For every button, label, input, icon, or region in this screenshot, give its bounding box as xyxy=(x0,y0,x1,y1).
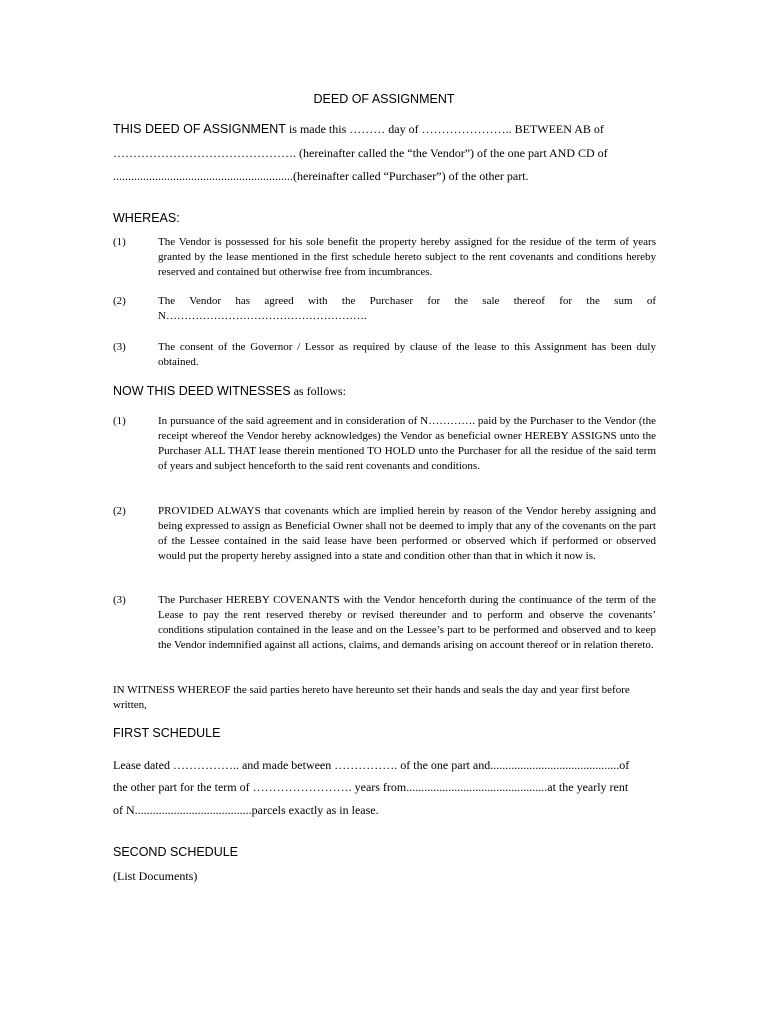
in-witness-paragraph: IN WITNESS WHEREOF the said parties hereto have hereunto set their hands and seals the day and year first before written, xyxy=(113,684,630,711)
whereas-item xyxy=(113,340,656,370)
first-schedule-line-2: the other part for the term of ……………………. years from...............................................at the yearly rent xyxy=(113,780,629,794)
document-title: DEED OF ASSIGNMENT xyxy=(313,92,455,106)
witness-item xyxy=(113,504,656,564)
whereas-heading: WHEREAS: xyxy=(113,211,180,225)
witnesses-lead: NOW THIS DEED WITNESSES xyxy=(113,384,291,398)
item-text: In pursuance of the said agreement and in consideration of N…………. paid by the Purchaser to the Vendor (the receipt whereof the Vendor hereby acknowledges) the Vendor as beneficial owner HEREBY ASSIGNS unto the Purchaser ALL THAT lease therein mentioned TO HOLD unto the Purchaser for all the residue of the said term of years and subject henceforth to the said rent covenants and conditions. xyxy=(158,415,656,472)
intro-line-2: ………………………………………. (hereinafter called the “the Vendor”) of the one part AND CD of xyxy=(113,146,608,160)
whereas-item xyxy=(113,294,656,324)
item-number: (3) xyxy=(113,341,126,353)
intro-line-3: ............................................................(hereinafter called “Purchaser”) of the other part. xyxy=(113,169,529,183)
intro-line-1-text: is made this ……… day of ………………….. BETWEEN AB of xyxy=(285,122,604,136)
item-number: (2) xyxy=(113,505,126,517)
item-number: (3) xyxy=(113,594,126,606)
item-number: (2) xyxy=(113,295,126,307)
item-text: The Vendor has agreed with the Purchaser for the sale thereof for the sum of N………………………………………………. xyxy=(158,295,656,322)
witness-item xyxy=(113,414,656,474)
item-text: The Purchaser HEREBY COVENANTS with the Vendor henceforth during the continuance of the term of the Lease to pay the rent reserved thereby or revised thereunder and to perform and observe the covenants’ conditions stipulation contained in the lease and on the Lessee’s part to be performed and observed and to keep the Vendor indemnified against all actions, claims, and demands arising on account thereof or in relation thereto. xyxy=(158,594,656,651)
item-number: (1) xyxy=(113,415,126,427)
item-number: (1) xyxy=(113,236,126,248)
item-text: The consent of the Governor / Lessor as required by clause of the lease to this Assignment has been duly obtained. xyxy=(158,341,656,368)
item-text: PROVIDED ALWAYS that covenants which are implied herein by reason of the Vendor hereby assigning and being expressed to assign as Beneficial Owner shall not be deemed to imply that any of the covenants on the part of the Lessee contained in the said lease have been performed or observed which if performed or observed would put the property hereby assigned into a state and condition other than that in which it now is. xyxy=(158,505,656,562)
first-schedule-line-1: Lease dated …………….. and made between ……………. of the one part and...........................................of xyxy=(113,758,630,772)
witnesses-heading xyxy=(113,384,346,399)
first-schedule-line-3: of N.......................................parcels exactly as in lease. xyxy=(113,803,379,817)
intro-line-1 xyxy=(113,122,604,137)
second-schedule-note: (List Documents) xyxy=(113,869,198,883)
intro-lead: THIS DEED OF ASSIGNMENT xyxy=(113,122,286,136)
witnesses-rest: as follows: xyxy=(290,384,346,398)
item-text: The Vendor is possessed for his sole benefit the property hereby assigned for the residue of the term of years granted by the lease mentioned in the first schedule hereto subject to the rent covenants and conditions hereby reserved and contained but otherwise free from incumbrances. xyxy=(158,236,656,278)
first-schedule-heading: FIRST SCHEDULE xyxy=(113,726,221,740)
witness-item xyxy=(113,593,656,653)
second-schedule-heading: SECOND SCHEDULE xyxy=(113,845,239,859)
whereas-item xyxy=(113,235,656,280)
